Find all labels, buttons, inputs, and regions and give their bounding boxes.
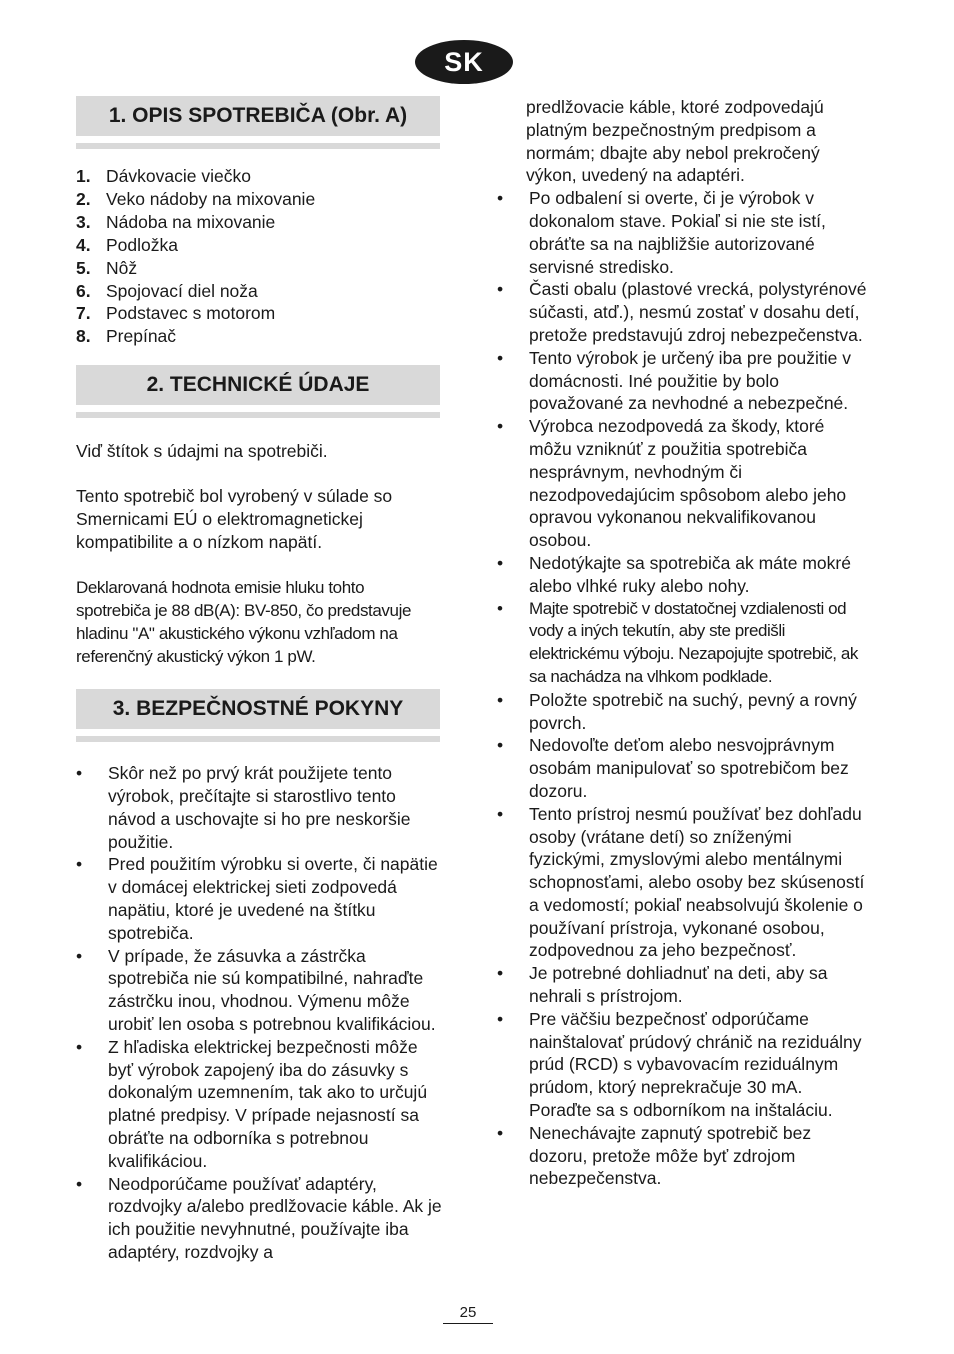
list-item: 3. Nádoba na mixovanie [76, 211, 276, 232]
list-item: 7. Podstavec s motorom [76, 303, 276, 324]
list-item: • Po odbalení si overte, či je výrobok v dokonalom stave. Pokiaľ si nie ste istí, obráťte sa na najbližšie autorizované servisné stredisko. [497, 188, 826, 277]
list-item: 2. Veko nádoby na mixovanie [76, 188, 316, 209]
section-rule [76, 143, 440, 149]
tech-paragraph-label: Viď štítok s údajmi na spotrebiči. [76, 441, 328, 462]
list-item: • Majte spotrebič v dostatočnej vzdialenosti od vody a iných tekutín, aby ste predišli elektrickému výboju. Nezapojujte spotrebič, ak sa nachádza na vlhkom podklade. [497, 598, 858, 686]
list-item: • Časti obalu (plastové vrecká, polystyrénové súčasti, atď.), nesmú zostať v dosahu detí, pretože predstavujú zdroj nebezpečenstva. [497, 279, 867, 345]
list-item: 4. Podložka [76, 234, 178, 255]
tech-paragraph-compliance: Tento spotrebič bol vyrobený v súlade so Smernicami EÚ o elektromagnetickej kompatibilite a o nízkom napätí. [76, 486, 393, 553]
list-item: • Pre väčšiu bezpečnosť odporúčame nainštalovať prúdový chránič na reziduálny prúd (RCD) s vybavovacím reziduálnym prúdom, ktorý neprekračuje 30 mA. Poraďte sa s odborníkom na inštaláciu. [497, 1008, 862, 1121]
language-badge: SK [415, 40, 513, 84]
list-item: 8. Prepínač [76, 326, 177, 347]
list-item: • Výrobca nezodpovedá za škody, ktoré môžu vzniknúť z použitia spotrebiča nesprávnym, nevhodným či nezodpovedajúcim spôsobom alebo jeho opravou vykonanou nekvalifikovanou osobou. [497, 416, 847, 551]
section-heading-technical: 2. TECHNICKÉ ÚDAJE [76, 365, 440, 405]
list-item: • Skôr než po prvý krát použijete tento výrobok, prečítajte si starostlivo tento návod a uschovajte si ho pre neskoršie použitie. [76, 763, 411, 852]
section-heading-description: 1. OPIS SPOTREBIČA (Obr. A) [76, 96, 440, 136]
list-item: 6. Spojovací diel noža [76, 280, 258, 301]
list-item: • Pred použitím výrobku si overte, či napätie v domácej elektrickej sieti zodpovedá napätiu, ktoré je uvedené na štítku spotrebiča. [76, 854, 438, 943]
page-number: 25 [443, 1304, 493, 1324]
list-item: • Tento prístroj nesmú používať bez dohľadu osoby (vrátane detí) so zníženými fyzickými, zmyslovými alebo mentálnymi schopnosťami, alebo osoby bez skúseností a vedomostí; pokiaľ neabsolvujú školenie o používaní prístroja, vykonané osobou, zodpovednou za jeho bezpečnosť. [497, 803, 865, 961]
safety-list-left [76, 762, 442, 1264]
list-item: • Nenechávajte zapnutý spotrebič bez dozoru, pretože môže byť zdrojom nebezpečenstva. [497, 1122, 812, 1189]
list-item: 5. Nôž [76, 257, 138, 278]
list-item: 1. Dávkovacie viečko [76, 166, 251, 186]
list-item: • Je potrebné dohliadnuť na deti, aby sa nehrali s prístrojom. [497, 963, 828, 1007]
right-column [497, 96, 867, 1190]
list-item: • Tento výrobok je určený iba pre použitie v domácnosti. Iné použitie by bolo považované za nevhodné a nebezpečné. [497, 347, 851, 414]
parts-list [76, 165, 440, 348]
left-column [76, 96, 440, 1264]
section-heading-safety: 3. BEZPEČNOSTNÉ POKYNY [76, 689, 440, 729]
list-item: • Položte spotrebič na suchý, pevný a rovný povrch. [497, 689, 857, 733]
safety-list-right [497, 187, 867, 1190]
list-item: • Z hľadiska elektrickej bezpečnosti môže byť výrobok zapojený iba do zásuvky s dokonalým uzemnením, tak ako to určujú platné predpisy. V prípade nejasností sa obráťte na odborníka s potrebnou kvalifikáciou. [76, 1036, 428, 1171]
section-rule [76, 736, 440, 742]
safety-continuation: predlžovacie káble, ktoré zodpovedajú platným bezpečnostným predpisom a normám; dbajte aby nebol prekročený výkon, uvedený na adaptéri. [526, 97, 824, 186]
list-item: • Neodporúčame používať adaptéry, rozdvojky a/alebo predlžovacie káble. Ak je ich použitie nevyhnutné, používajte iba adaptéry, rozdvojky a [76, 1173, 442, 1262]
section-rule [76, 412, 440, 418]
list-item: • V prípade, že zásuvka a zástrčka spotrebiča nie sú kompatibilné, nahraďte zástrčku inou, vhodnou. Výmenu môže urobiť len osoba s potrebnou kvalifikáciou. [76, 945, 436, 1035]
list-item: • Nedotýkajte sa spotrebiča ak máte mokré alebo vlhké ruky alebo nohy. [497, 552, 851, 596]
tech-paragraph-noise: Deklarovaná hodnota emisie hluku tohto spotrebiča je 88 dB(A): BV-850, čo predstavuje hladinu "A" akustického výkonu vzhľadom na referenčný akustický výkon 1 pW. [76, 578, 412, 667]
list-item: • Nedovoľte deťom alebo nesvojprávnym osobám manipulovať so spotrebičom bez dozoru. [497, 735, 849, 801]
